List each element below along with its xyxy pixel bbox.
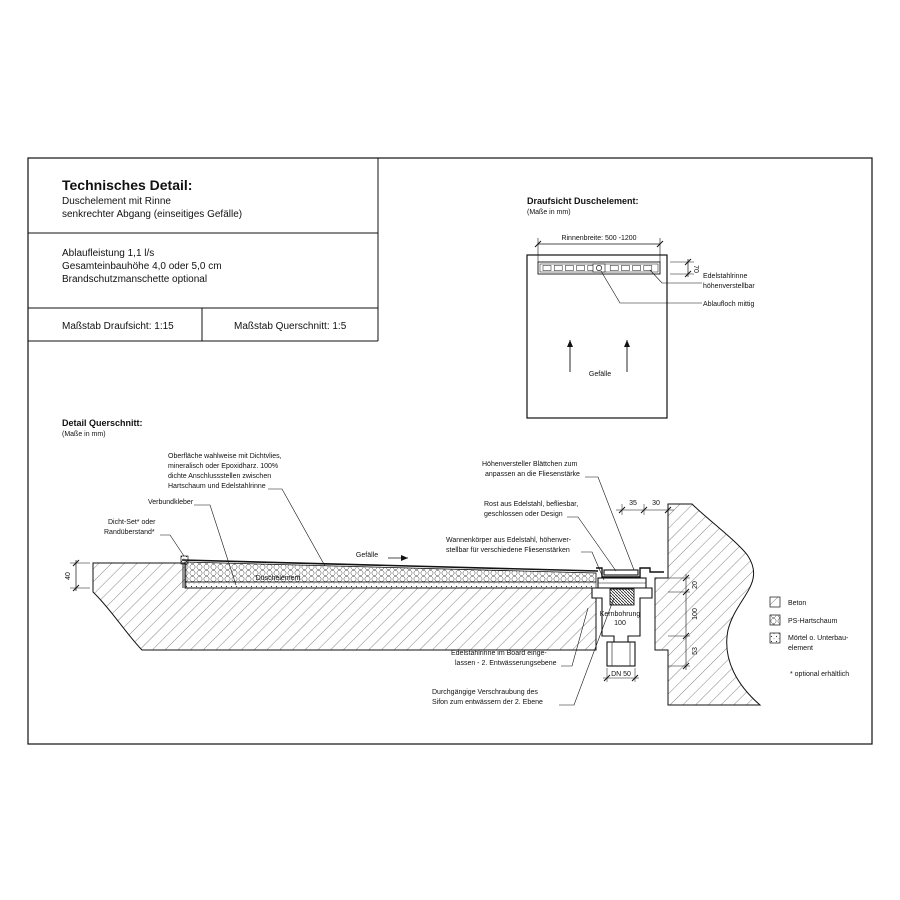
drawing-frame xyxy=(28,158,872,744)
width-dimension-label: Rinnenbreite: 500 -1200 xyxy=(561,235,637,242)
threaded-connector xyxy=(610,589,634,605)
pipe-size-label: DN 50 xyxy=(611,671,631,678)
callout-stainless-channel: Edelstahlrinne xyxy=(703,273,748,280)
note-channel-2: lassen - 2. Entwässerungsebene xyxy=(455,660,557,667)
drawing-subtitle-1: Duschelement mit Rinne xyxy=(62,196,171,207)
note-surface-1: Oberfläche wahlweise mit Dichtvlies, xyxy=(168,453,282,460)
callout-height-adjustable: höhenverstellbar xyxy=(703,283,755,290)
note-adjuster-2: anpassen an die Fliesenstärke xyxy=(485,471,580,478)
grate-slot xyxy=(610,266,618,271)
note-surface-3: dichte Anschlussstellen zwischen xyxy=(168,473,272,480)
legend-concrete: Beton xyxy=(788,600,807,607)
grate-slot xyxy=(633,266,641,271)
core-drill-size: 100 xyxy=(614,620,626,627)
note-surface-4: Hartschaum und Edelstahlrinne xyxy=(168,483,266,490)
legend-foam: PS-Hartschaum xyxy=(788,618,838,625)
channel-height-dimension: 70 xyxy=(692,265,699,273)
legend-swatch-mortar xyxy=(770,633,780,643)
drain-assembly xyxy=(592,568,664,682)
shower-element-outline xyxy=(527,255,667,418)
title-block xyxy=(28,158,378,341)
scale-top-view: Maßstab Draufsicht: 1:15 xyxy=(62,321,174,332)
note-seal-2: Randüberstand* xyxy=(104,529,155,536)
dimension-53: 53 xyxy=(692,647,699,655)
channel-grate xyxy=(538,262,660,274)
legend xyxy=(770,597,849,678)
section-heading: Detail Querschnitt: xyxy=(62,418,143,428)
callout-drain-center: Ablaufloch mittig xyxy=(703,301,755,308)
grate-slot xyxy=(543,266,551,271)
note-thread-2: Sifon zum entwässern der 2. Ebene xyxy=(432,699,543,706)
drawing-title: Technisches Detail: xyxy=(62,177,193,193)
legend-mortar-2: element xyxy=(788,645,813,652)
grate-slot xyxy=(644,266,652,271)
seal-set xyxy=(181,556,188,564)
section-units: (Maße in mm) xyxy=(62,431,106,438)
dimension-20: 20 xyxy=(692,581,699,589)
scale-section: Maßstab Querschnitt: 1:5 xyxy=(234,321,347,332)
note-adhesive: Verbundkleber xyxy=(148,499,194,506)
cross-section xyxy=(62,418,760,706)
mortar-bed xyxy=(185,582,596,588)
element-label: Duschelement xyxy=(255,575,301,582)
element-height-dimension: 40 xyxy=(65,572,72,580)
spec-fire-collar: Brandschutzmanschette optional xyxy=(62,274,208,285)
section-slope-label: Gefälle xyxy=(355,552,379,559)
spec-install-height: Gesamteinbauhöhe 4,0 oder 5,0 cm xyxy=(62,261,222,272)
dimension-35: 35 xyxy=(629,500,637,507)
legend-footnote: * optional erhältlich xyxy=(790,671,850,678)
note-channel-1: Edelstahlrinne im Board einge- xyxy=(451,650,547,657)
grate-slot xyxy=(554,266,562,271)
note-adjuster-1: Höhenversteller Blättchen zum xyxy=(482,461,578,468)
legend-swatch-concrete xyxy=(770,597,780,607)
note-surface-2: mineralisch oder Epoxidharz. 100% xyxy=(168,463,279,470)
grate-slot xyxy=(621,266,629,271)
dimension-30: 30 xyxy=(652,500,660,507)
note-grate-2: geschlossen oder Design xyxy=(484,511,563,518)
legend-swatch-foam xyxy=(770,615,780,625)
note-body-2: stellbar für verschiedene Fliesenstärken xyxy=(446,547,570,554)
drain-grate xyxy=(604,570,638,575)
concrete-wall xyxy=(655,504,760,705)
grate-slot xyxy=(577,266,585,271)
note-grate-1: Rost aus Edelstahl, befliesbar, xyxy=(484,501,579,508)
top-view xyxy=(527,196,755,418)
note-seal-1: Dicht-Set* oder xyxy=(108,519,156,526)
legend-mortar-1: Mörtel o. Unterbau- xyxy=(788,635,849,642)
drawing-subtitle-2: senkrechter Abgang (einseitiges Gefälle) xyxy=(62,209,243,220)
outlet-pipe xyxy=(607,642,635,666)
grate-slot xyxy=(565,266,573,271)
note-body-1: Wannenkörper aus Edelstahl, höhenver- xyxy=(446,537,572,544)
dimension-100: 100 xyxy=(692,608,699,620)
top-view-slope-label: Gefälle xyxy=(588,371,612,378)
spec-flow-rate: Ablaufleistung 1,1 l/s xyxy=(62,248,155,259)
note-thread-1: Durchgängige Verschraubung des xyxy=(432,689,538,696)
top-view-units: (Maße in mm) xyxy=(527,209,571,216)
core-drill-label: Kernbohrung xyxy=(599,611,641,618)
top-view-heading: Draufsicht Duschelement: xyxy=(527,196,639,206)
